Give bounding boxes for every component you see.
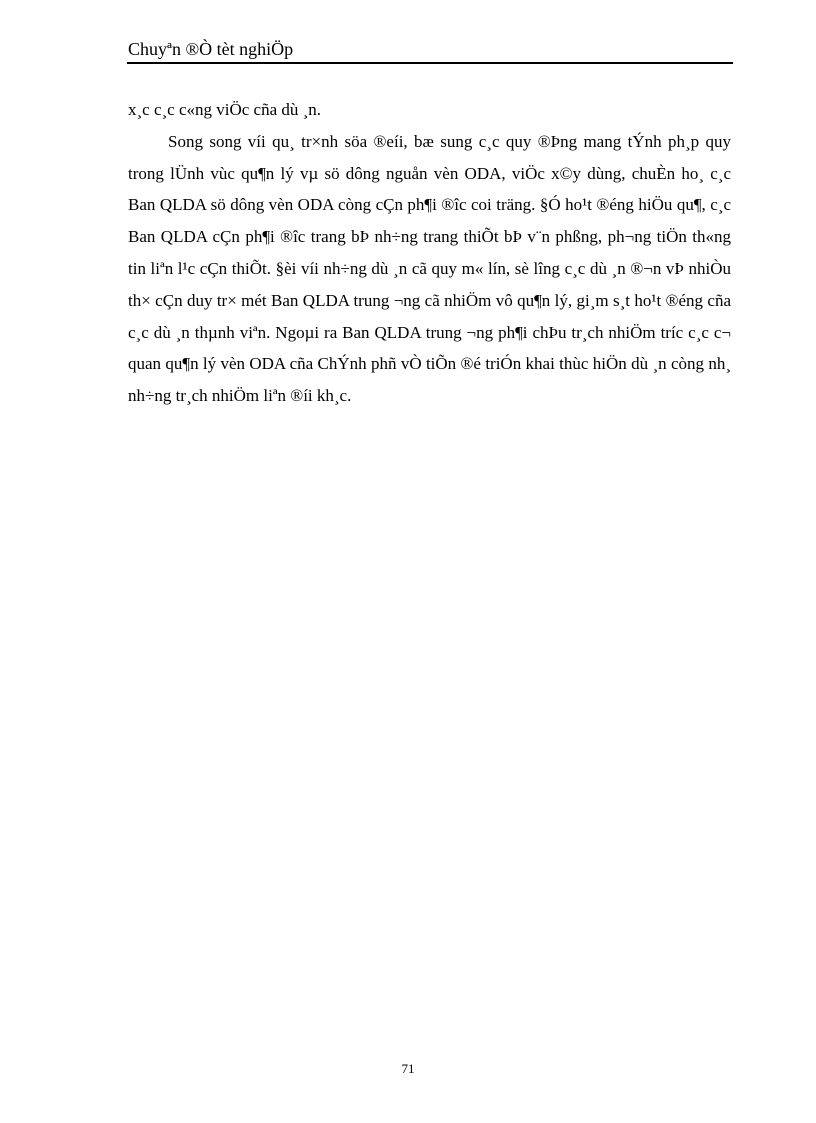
page-header <box>127 36 733 63</box>
header-title: Chuyªn ®Ò tèt nghiÖp <box>128 39 294 59</box>
paragraph: Song song víi qu¸ tr×nh söa ®eíi, bæ sung c¸c quy ®Þng mang tÝnh ph¸p quy trong lÜnh vùc qu¶n lý vµ sö dông nguån vèn ODA, viÖc x©y dùng, chuÈn ho¸ c¸c Ban QLDA sö dông vèn ODA còng cÇn ph¶i ®îc coi träng. §Ó ho¹t ®éng hiÖu qu¶, c¸c Ban QLDA cÇn ph¶i ®îc trang bÞ nh÷ng trang thiÕt bÞ v¨n phßng, ph¬ng tiÖn th«ng tin liªn l¹c cÇn thiÕt. §èi víi nh÷ng dù ¸n cã quy m« lín, sè lîng c¸c dù ¸n ®¬n vÞ nhiÒu th× cÇn duy tr× mét Ban QLDA trung ¬ng cã nhiÖm vô qu¶n lý, gi¸m s¸t ho¹t ®éng cña c¸c dù ¸n thµnh viªn. Ngoµi ra Ban QLDA trung ¬ng ph¶i chÞu tr¸ch nhiÖm tríc c¸c c¬ quan qu¶n lý vèn ODA cña ChÝnh phñ vÒ tiÕn ®é triÓn khai thùc hiÖn dù ¸n còng nh¸ nh÷ng tr¸ch nhiÖm liªn ®íi kh¸c. <box>128 131 731 406</box>
paragraph-continuation: x¸c c¸c c«ng viÖc cña dù ¸n. <box>128 100 322 119</box>
page-number: 71 <box>401 1061 415 1076</box>
body-text <box>128 94 731 412</box>
header-divider <box>127 63 733 64</box>
